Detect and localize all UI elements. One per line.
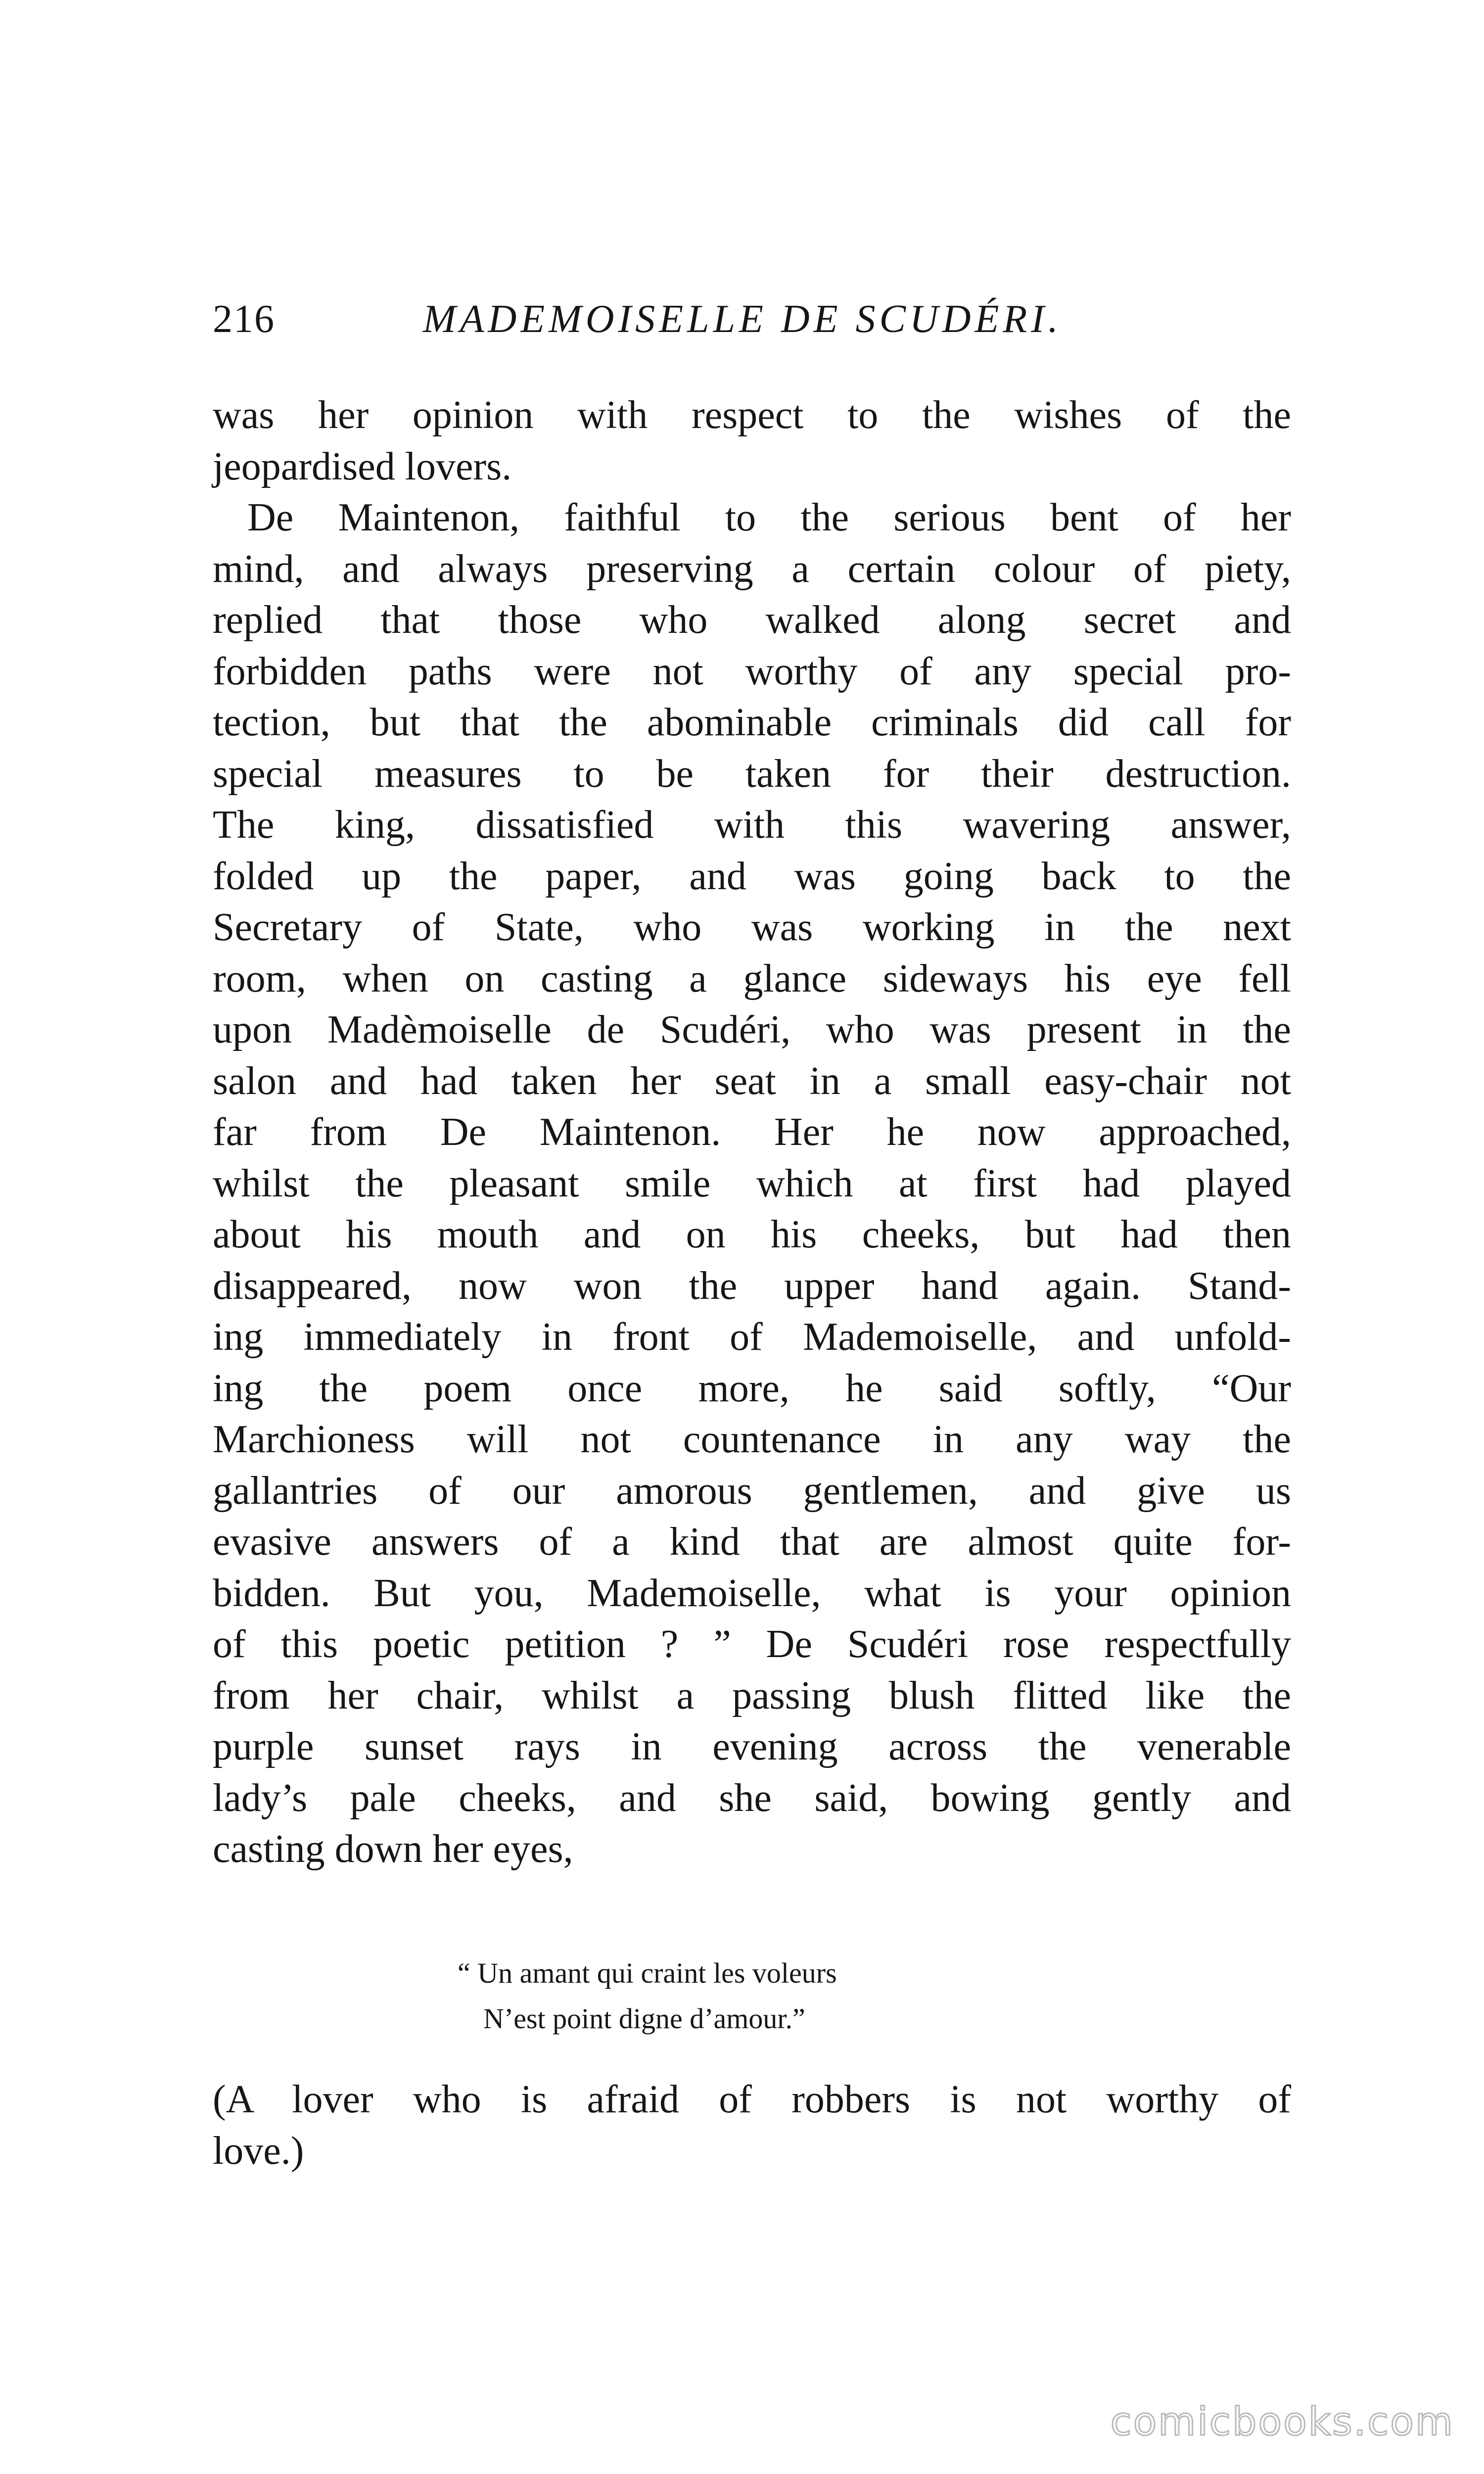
text-line: love.) xyxy=(213,2129,304,2173)
text-line: tection, but that the abominable criminals did call for xyxy=(213,701,1291,744)
text-line: (A lover who is afraid of robbers is not worthy of xyxy=(213,2078,1291,2121)
text-line: from her chair, whilst a passing blush flitted like the xyxy=(213,1673,1291,1717)
translation-paragraph xyxy=(213,2074,1291,2177)
text-line: Marchioness will not countenance in any way the xyxy=(213,1418,1291,1461)
text-line: room, when on casting a glance sideways his eye fell xyxy=(213,956,1291,1000)
verse-line: “ Un amant qui craint les voleurs xyxy=(458,1957,837,1989)
body-text xyxy=(213,390,1291,1875)
text-line: about his mouth and on his cheeks, but had then xyxy=(213,1213,1291,1256)
text-line: purple sunset rays in evening across the venerable xyxy=(213,1725,1291,1768)
watermark: comicbooks.com xyxy=(1110,2400,1454,2444)
text-line: folded up the paper, and was going back to the xyxy=(213,854,1291,898)
text-line: was her opinion with respect to the wishes of the xyxy=(213,393,1291,437)
text-line: bidden. But you, Mademoiselle, what is your opinion xyxy=(213,1571,1291,1615)
verse-quote xyxy=(458,1951,837,2042)
text-line: jeopardised lovers. xyxy=(213,444,512,488)
text-line: The king, dissatisfied with this wavering answer, xyxy=(213,803,1291,847)
text-line: forbidden paths were not worthy of any special pro- xyxy=(213,649,1291,693)
text-line: replied that those who walked along secret and xyxy=(213,598,1291,642)
text-line: ing immediately in front of Mademoiselle, and unfold- xyxy=(213,1315,1291,1359)
text-line: upon Madèmoiselle de Scudéri, who was present in the xyxy=(213,1008,1291,1051)
paragraph-first-line: De Maintenon, faithful to the serious bent of her xyxy=(247,496,1291,539)
text-line: Secretary of State, who was working in the next xyxy=(213,905,1291,949)
text-line: gallantries of our amorous gentlemen, and give us xyxy=(213,1469,1291,1513)
text-line: special measures to be taken for their destruction. xyxy=(213,752,1291,796)
text-line: disappeared, now won the upper hand again. Stand- xyxy=(213,1264,1291,1308)
text-line: far from De Maintenon. Her he now approached, xyxy=(213,1110,1291,1154)
text-line: whilst the pleasant smile which at first had played xyxy=(213,1161,1291,1205)
text-line: of this poetic petition ? ” De Scudéri rose respectfully xyxy=(213,1622,1291,1666)
text-line: lady’s pale cheeks, and she said, bowing gently and xyxy=(213,1776,1291,1820)
page-header xyxy=(213,297,1281,356)
text-line: salon and had taken her seat in a small easy-chair not xyxy=(213,1059,1291,1103)
text-line: mind, and always preserving a certain colour of piety, xyxy=(213,547,1291,591)
running-title: MADEMOISELLE DE SCUDÉRI. xyxy=(423,297,1062,341)
verse-line: N’est point digne d’amour.” xyxy=(483,2002,805,2035)
text-line: casting down her eyes, xyxy=(213,1827,573,1871)
text-line: evasive answers of a kind that are almost quite for- xyxy=(213,1520,1291,1564)
page-number: 216 xyxy=(213,297,275,341)
text-line: ing the poem once more, he said softly, “Our xyxy=(213,1366,1291,1410)
